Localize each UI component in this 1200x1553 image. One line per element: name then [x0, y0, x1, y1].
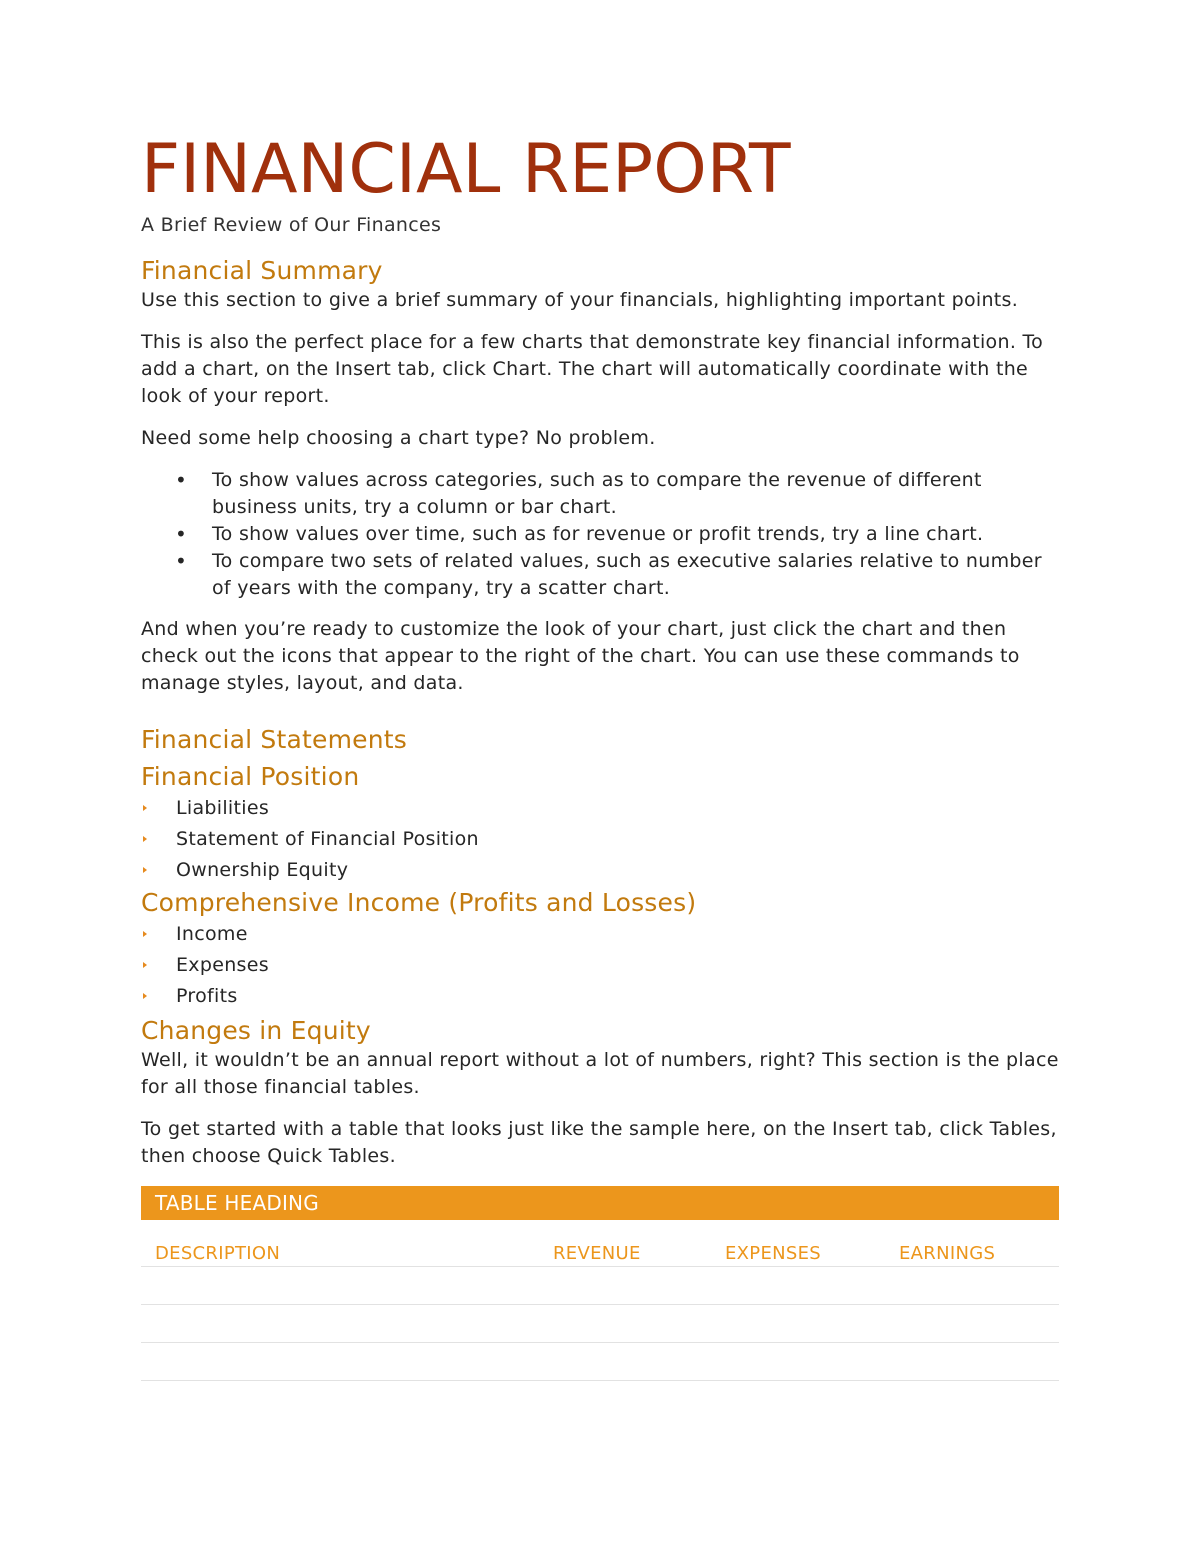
column-header-expenses: EXPENSES	[725, 1243, 822, 1264]
report-subtitle: A Brief Review of Our Finances	[141, 214, 442, 236]
list-item	[141, 855, 1059, 886]
list-item: • To compare two sets of related values, such as executive salaries relative to number of years with the company, try a scatter chart.	[141, 548, 1059, 602]
comprehensive-income-list	[141, 919, 1059, 1012]
table-heading: TABLE HEADING	[141, 1186, 1059, 1220]
list-item	[141, 793, 1059, 824]
list-item	[141, 824, 1059, 855]
report-title: FINANCIAL REPORT	[141, 130, 791, 209]
table-header-row	[141, 1220, 1059, 1267]
list-item-label: Profits	[176, 985, 238, 1007]
financial-statements-heading: Financial Statements	[141, 725, 407, 754]
column-header-description: DESCRIPTION	[155, 1243, 281, 1264]
list-item-label: Statement of Financial Position	[176, 828, 479, 850]
table-row	[141, 1305, 1059, 1343]
list-item	[141, 919, 1059, 950]
column-header-revenue: REVENUE	[553, 1243, 641, 1264]
comprehensive-income-heading: Comprehensive Income (Profits and Losses)	[141, 888, 697, 917]
list-item: • To show values across categories, such as to compare the revenue of different business units, try a column or bar chart.	[141, 467, 1059, 521]
financial-summary-heading: Financial Summary	[141, 256, 383, 285]
list-item	[141, 981, 1059, 1012]
financial-position-list	[141, 793, 1059, 886]
summary-paragraph-3: Need some help choosing a chart type? No problem.	[141, 427, 656, 449]
list-item: • To show values over time, such as for revenue or profit trends, try a line chart.	[141, 521, 1059, 548]
chart-tips-list	[141, 467, 1059, 602]
equity-paragraph-2: To get started with a table that looks just like the sample here, on the Insert tab, click Tables, then choose Quick Tables.	[141, 1118, 1057, 1167]
triangle-bullet-icon	[143, 867, 147, 873]
triangle-bullet-icon	[143, 931, 147, 937]
triangle-bullet-icon	[143, 836, 147, 842]
financial-table	[141, 1186, 1059, 1381]
summary-paragraph-4: And when you’re ready to customize the look of your chart, just click the chart and then check out the icons that appear to the right of the chart. You can use these commands to manage styles, layout, and data.	[141, 618, 1020, 694]
table-row	[141, 1267, 1059, 1305]
table-row	[141, 1343, 1059, 1381]
list-item-label: Expenses	[176, 954, 269, 976]
list-item-label: Ownership Equity	[176, 859, 349, 881]
equity-paragraph-1: Well, it wouldn’t be an annual report without a lot of numbers, right? This section is the place for all those financial tables.	[141, 1049, 1059, 1098]
summary-paragraph-1: Use this section to give a brief summary of your financials, highlighting important points.	[141, 289, 1019, 311]
list-item	[141, 950, 1059, 981]
list-item-label: Liabilities	[176, 797, 270, 819]
changes-in-equity-heading: Changes in Equity	[141, 1016, 371, 1045]
document-body	[141, 128, 1059, 1381]
column-header-earnings: EARNINGS	[899, 1243, 996, 1264]
triangle-bullet-icon	[143, 805, 147, 811]
financial-position-heading: Financial Position	[141, 762, 360, 791]
summary-paragraph-2: This is also the perfect place for a few charts that demonstrate key financial information. To add a chart, on the Insert tab, click Chart. The chart will automatically coordinate with the look of your report.	[141, 331, 1044, 407]
list-item-label: Income	[176, 923, 248, 945]
triangle-bullet-icon	[143, 962, 147, 968]
triangle-bullet-icon	[143, 993, 147, 999]
